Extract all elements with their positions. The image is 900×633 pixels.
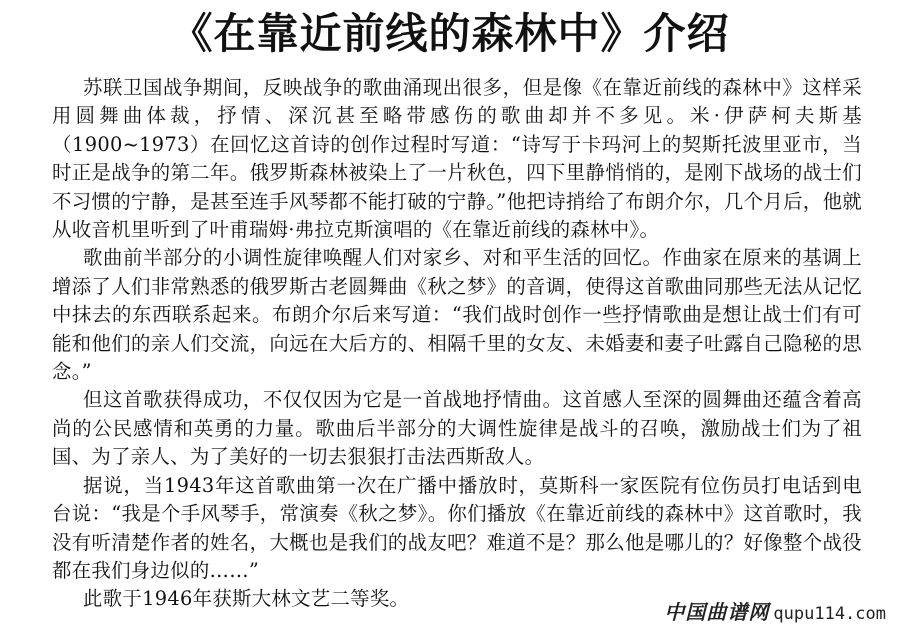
article-body [52,74,862,614]
paragraph: 苏联卫国战争期间，反映战争的歌曲涌现出很多，但是像《在靠近前线的森林中》这样采用圆舞曲体裁，抒情、深沉甚至略带感伤的歌曲却并不多见。米·伊萨柯夫斯基（1900~1973）在回忆这首诗的创作过程时写道：“诗写于卡玛河上的契斯托波里亚市，当时正是战争的第二年。俄罗斯森林被染上了一片秋色，四下里静悄悄的，是刚下战场的战士们不习惯的宁静，是甚至连手风琴都不能打破的宁静。”他把诗捎给了布朗介尔，几个月后，他就从收音机里听到了叶甫瑞姆·弗拉克斯演唱的《在靠近前线的森林中》。 [52,76,862,242]
watermark-url: qupu114.com [773,604,886,624]
paragraph: 据说，当1943年这首歌曲第一次在广播中播放时，莫斯科一家医院有位伤员打电话到电台说：“我是个手风琴手，常演奏《秋之梦》。你们播放《在靠近前线的森林中》这首歌时，我没有听清楚作者的姓名，大概也是我们的战友吧？难道不是？那么他是哪儿的？好像整个战役都在我们身边似的……” [52,473,862,582]
page-title: 《在靠近前线的森林中》介绍 [170,9,730,58]
paragraph: 歌曲前半部分的小调性旋律唤醒人们对家乡、对和平生活的回忆。作曲家在原来的基调上增添了人们非常熟悉的俄罗斯古老圆舞曲《秋之梦》的音调，使得这首歌曲同那些无法从记忆中抹去的东西联系起来。布朗介尔后来写道：“我们战时创作一些抒情歌曲是想让战士们有可能和他们的亲人们交流，向远在大后方的、相隔千里的女友、未婚妻和妻子吐露自己隐秘的思念。” [52,246,862,384]
watermark [664,596,886,625]
paragraph: 此歌于1946年获斯大林文艺二等奖。 [83,587,410,611]
watermark-logo: 中国曲谱网 [664,600,770,624]
paragraph: 但这首歌获得成功，不仅仅因为它是一首战地抒情曲。这首感人至深的圆舞曲还蕴含着高尚的公民感情和英勇的力量。歌曲后半部分的大调性旋律是战斗的召唤，激励战士们为了祖国、为了亲人、为了美好的一切去狠狠打击法西斯敌人。 [52,388,862,469]
